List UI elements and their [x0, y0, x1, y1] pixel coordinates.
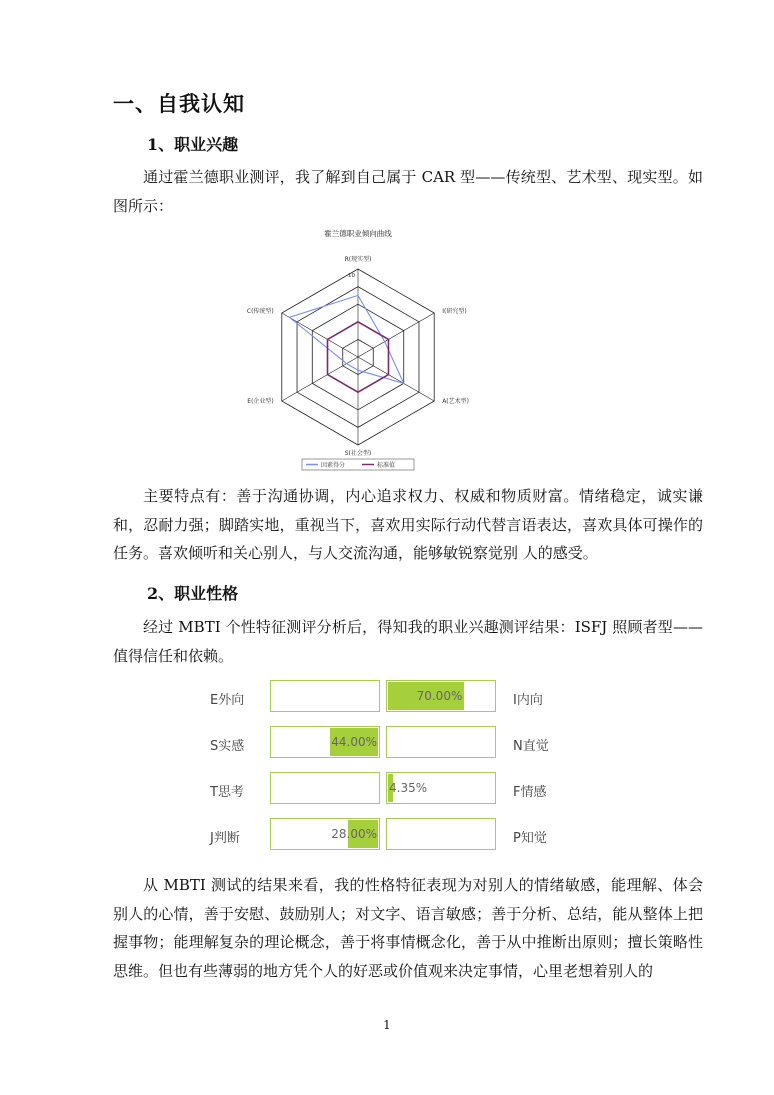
mbti-percent-label: 28.00%: [331, 827, 377, 841]
mbti-right-label: P知觉: [513, 831, 547, 846]
mbti-right-label: N直觉: [513, 739, 549, 754]
mbti-right-box: [386, 818, 496, 850]
radar-axis-label: R(现实型): [344, 256, 372, 263]
paragraph-interest-traits: 主要特点有：善于沟通协调，内心追求权力、权威和物质财富。情绪稳定，诚实谦和，忍耐力强；脚踏实地，重视当下，喜欢用实际行动代替言语表达，喜欢具体可操作的任务。喜欢倾听和关心别人，与人交流沟通，能够敏锐察觉别 人的感受。: [113, 487, 703, 562]
mbti-percent-label: 4.35%: [389, 781, 428, 795]
paragraph-mbti-analysis: 从 MBTI 测试的结果来看，我的性格特征表现为对别人的情绪敏感，能理解、体会别人的心情，善于安慰、鼓励别人；对文字、语言敏感；善于分析、总结，能从整体上把握事物；能理解复杂的理论概念，善于将事情概念化，善于从中推断出原则；擅长策略性思维。但也有些薄弱的地方凭个人的好恶或价值观来决定事情，心里老想着别人的: [113, 876, 703, 980]
radar-spoke: [282, 313, 358, 357]
radar-axis-label: S(社会型): [344, 450, 372, 457]
mbti-right-label: I内向: [513, 693, 543, 708]
subsection-title-interest: 1、职业兴趣: [147, 135, 239, 154]
subsection-title-personality: 2、职业性格: [147, 584, 239, 603]
mbti-right-box: [386, 772, 496, 804]
mbti-left-label: E外向: [210, 693, 245, 708]
mbti-left-box: [270, 726, 380, 758]
radar-spoke: [358, 357, 434, 401]
mbti-right-label: F情感: [513, 785, 547, 800]
radar-legend-label: 因素得分: [321, 462, 346, 469]
mbti-percent-label: 70.00%: [416, 689, 463, 703]
radar-axis-label: E(企业型): [247, 398, 274, 405]
mbti-row: [210, 772, 580, 806]
mbti-left-label: S实感: [210, 739, 245, 754]
holland-radar-chart: [230, 224, 490, 476]
section-title: 一、自我认知: [113, 92, 245, 116]
page-number: 1: [383, 1018, 391, 1032]
mbti-left-box: [270, 772, 380, 804]
mbti-right-box: [386, 680, 496, 712]
mbti-row: [210, 818, 580, 852]
mbti-right-box: [386, 726, 496, 758]
radar-legend-box: [302, 459, 414, 470]
radar-scale-label: 10: [348, 273, 355, 279]
radar-series-score: [289, 295, 403, 383]
mbti-bar-chart: [210, 680, 580, 860]
radar-axis-label: A(艺术型): [442, 398, 470, 405]
mbti-row: [210, 680, 580, 714]
mbti-percent-label: 44.00%: [331, 735, 377, 749]
mbti-left-label: T思考: [210, 785, 244, 800]
radar-axis-label: I(研究型): [442, 308, 467, 315]
radar-axis-label: C(传统型): [246, 308, 274, 315]
radar-spoke: [358, 313, 434, 357]
mbti-row: [210, 726, 580, 760]
mbti-left-label: J判断: [210, 831, 240, 846]
radar-title: 霍兰德职业倾向曲线: [324, 229, 392, 238]
mbti-left-box: [270, 680, 380, 712]
mbti-left-box: [270, 818, 380, 850]
radar-legend-label: 标准值: [377, 462, 396, 469]
paragraph-interest-intro: 通过霍兰德职业测评，我了解到自己属于 CAR 型——传统型、艺术型、现实型。如图所示：: [113, 168, 703, 215]
paragraph-mbti-intro: 经过 MBTI 个性特征测评分析后，得知我的职业兴趣测评结果：ISFJ 照顾者型——值得信任和依赖。: [113, 618, 703, 665]
